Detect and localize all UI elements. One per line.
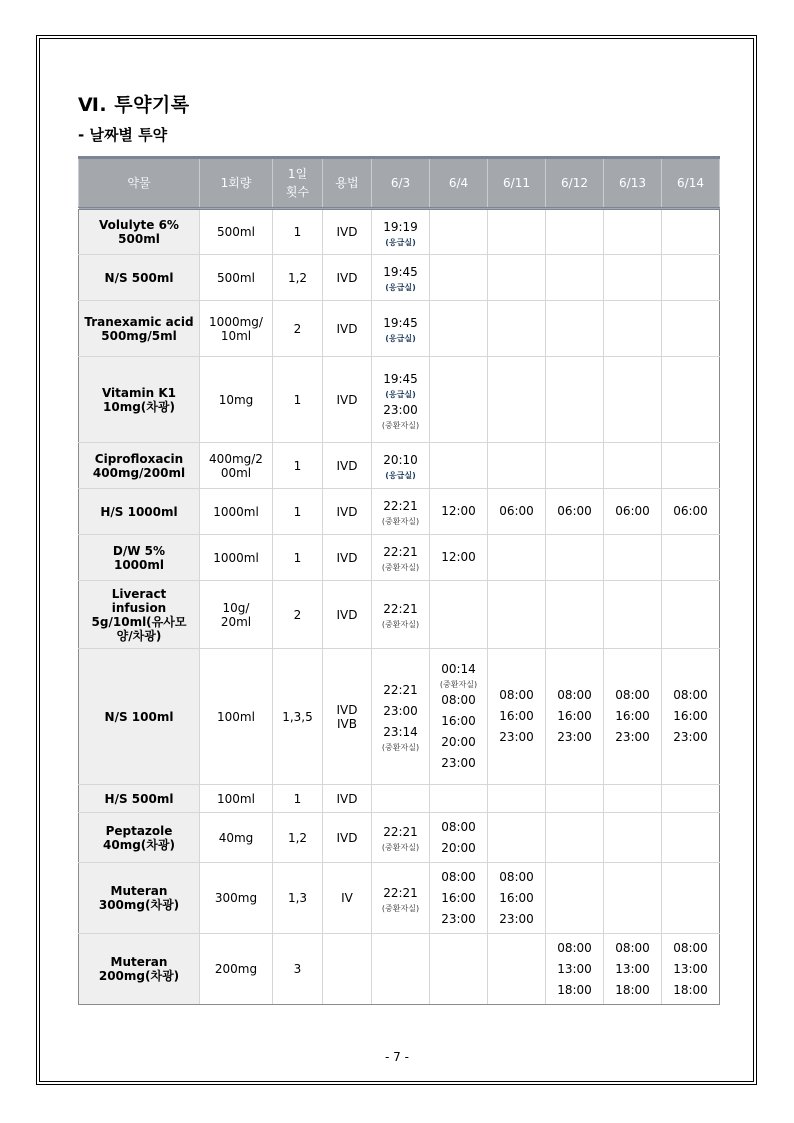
administration-time: 23:14 bbox=[383, 725, 418, 739]
location-note: (중환자실) bbox=[381, 563, 420, 572]
frequency-cell: 2 bbox=[273, 581, 323, 649]
drug-name-cell bbox=[79, 255, 200, 301]
dose-time-cell bbox=[430, 443, 488, 489]
dose-cell-line: 40mg bbox=[218, 830, 254, 845]
dose-time-cell bbox=[488, 785, 546, 813]
route-cell bbox=[323, 443, 372, 489]
table-row bbox=[79, 443, 720, 489]
administration-time: 23:00 bbox=[673, 730, 708, 744]
frequency-cell: 1 bbox=[273, 443, 323, 489]
header-drug: 약물 bbox=[79, 158, 200, 209]
dose-time-cell bbox=[488, 813, 546, 863]
route-cell-line: IVD bbox=[336, 607, 358, 622]
drug-name-cell bbox=[79, 443, 200, 489]
drug-name-cell-line: N/S 500ml bbox=[104, 270, 174, 285]
administration-time: 20:00 bbox=[441, 735, 476, 749]
location-note: (응급실) bbox=[385, 283, 416, 292]
route-cell-line: IVB bbox=[337, 716, 357, 731]
dose-time-cell bbox=[604, 581, 662, 649]
drug-name-cell-line: 500ml bbox=[118, 232, 160, 246]
dose-time-cell bbox=[488, 443, 546, 489]
dose-cell-line: 400mg/2 bbox=[209, 451, 263, 466]
location-note: (응급실) bbox=[385, 471, 416, 480]
table-header-row bbox=[79, 158, 720, 209]
dose-cell-line: 10mg bbox=[218, 392, 254, 407]
administration-time: 08:00 bbox=[499, 869, 534, 884]
dose-time-cell bbox=[372, 863, 430, 934]
dose-time-cell bbox=[430, 357, 488, 443]
dose-time-cell bbox=[546, 813, 604, 863]
dose-time-cell bbox=[372, 301, 430, 357]
route-cell bbox=[323, 813, 372, 863]
dose-time-cell bbox=[662, 934, 720, 1005]
header-frequency bbox=[273, 158, 323, 209]
dose-cell-line: 1000mg/ bbox=[209, 314, 263, 329]
table-row bbox=[79, 255, 720, 301]
dose-time-cell bbox=[662, 649, 720, 785]
dose-time-cell bbox=[662, 489, 720, 535]
administration-time: 23:00 bbox=[383, 402, 418, 417]
administration-time: 23:00 bbox=[499, 730, 534, 744]
route-cell bbox=[323, 649, 372, 785]
dose-time-cell bbox=[372, 443, 430, 489]
dose-time-cell bbox=[546, 357, 604, 443]
drug-name-cell-line: H/S 1000ml bbox=[100, 504, 178, 519]
dose-cell-line: 300mg bbox=[214, 891, 258, 905]
drug-name-cell bbox=[79, 785, 200, 813]
drug-name-cell-line: Muteran bbox=[110, 955, 168, 969]
dose-time-cell bbox=[662, 357, 720, 443]
administration-time: 08:00 bbox=[615, 688, 650, 702]
dose-time-cell bbox=[372, 255, 430, 301]
administration-time: 08:00 bbox=[615, 940, 650, 955]
dose-time-cell bbox=[604, 535, 662, 581]
route-cell bbox=[323, 209, 372, 255]
drug-name-cell-line: infusion bbox=[111, 600, 167, 615]
dose-time-cell bbox=[662, 785, 720, 813]
drug-name-cell bbox=[79, 863, 200, 934]
route-cell bbox=[323, 581, 372, 649]
administration-time: 22:21 bbox=[383, 545, 418, 559]
administration-time: 22:21 bbox=[383, 499, 418, 513]
table-row bbox=[79, 209, 720, 255]
dose-cell bbox=[200, 649, 273, 785]
frequency-cell: 1 bbox=[273, 785, 323, 813]
frequency-cell: 1 bbox=[273, 357, 323, 443]
route-cell-line: IVD bbox=[336, 458, 358, 473]
administration-time: 08:00 bbox=[557, 688, 592, 702]
dose-time-cell bbox=[372, 535, 430, 581]
dose-time-cell bbox=[546, 581, 604, 649]
header-date: 6/3 bbox=[372, 158, 430, 209]
administration-time: 23:00 bbox=[499, 911, 534, 926]
dose-time-cell bbox=[604, 255, 662, 301]
administration-time: 16:00 bbox=[499, 709, 534, 723]
drug-name-cell-line: Ciprofloxacin bbox=[94, 451, 184, 466]
table-row bbox=[79, 581, 720, 649]
route-cell bbox=[323, 489, 372, 535]
dose-cell bbox=[200, 255, 273, 301]
dose-cell bbox=[200, 535, 273, 581]
route-cell bbox=[323, 535, 372, 581]
administration-time: 18:00 bbox=[557, 982, 592, 997]
location-note: (중환자실) bbox=[381, 743, 420, 752]
dose-time-cell bbox=[604, 443, 662, 489]
dose-cell-line: 1000ml bbox=[213, 550, 259, 565]
administration-time: 08:00 bbox=[557, 940, 592, 955]
drug-name-cell-line: 10mg(차광) bbox=[103, 399, 175, 414]
dose-time-cell bbox=[372, 581, 430, 649]
administration-time: 22:21 bbox=[383, 602, 418, 616]
administration-time: 20:10 bbox=[383, 453, 418, 467]
dose-time-cell bbox=[430, 934, 488, 1005]
dose-time-cell bbox=[488, 301, 546, 357]
dose-time-cell bbox=[372, 357, 430, 443]
administration-time: 16:00 bbox=[441, 890, 476, 905]
drug-name-cell-line: 40mg(차광) bbox=[103, 837, 175, 852]
dose-time-cell bbox=[546, 255, 604, 301]
dose-cell bbox=[200, 785, 273, 813]
administration-time: 19:45 bbox=[383, 265, 418, 279]
dose-time-cell bbox=[430, 581, 488, 649]
header-date: 6/14 bbox=[662, 158, 720, 209]
dose-time-cell bbox=[662, 535, 720, 581]
dose-time-cell bbox=[604, 813, 662, 863]
drug-name-cell-line: N/S 100ml bbox=[104, 709, 174, 724]
dose-cell bbox=[200, 209, 273, 255]
dose-time-cell bbox=[546, 785, 604, 813]
table-row bbox=[79, 813, 720, 863]
administration-time: 19:45 bbox=[383, 371, 418, 386]
administration-time: 16:00 bbox=[557, 709, 592, 723]
location-note: (중환자실) bbox=[439, 680, 478, 689]
dose-time-cell bbox=[430, 489, 488, 535]
section-title: Ⅵ. 투약기록 bbox=[78, 94, 190, 116]
administration-time: 22:21 bbox=[383, 683, 418, 697]
administration-time: 13:00 bbox=[615, 961, 650, 976]
administration-time: 08:00 bbox=[441, 869, 476, 884]
administration-time: 16:00 bbox=[673, 709, 708, 723]
dose-time-cell bbox=[430, 649, 488, 785]
dose-time-cell bbox=[488, 863, 546, 934]
table-row bbox=[79, 301, 720, 357]
dose-time-cell bbox=[488, 649, 546, 785]
drug-name-cell bbox=[79, 357, 200, 443]
dose-cell bbox=[200, 489, 273, 535]
drug-name-cell-line: 200mg(차광) bbox=[98, 969, 180, 983]
administration-time: 08:00 bbox=[673, 940, 708, 955]
route-cell-line: IVD bbox=[336, 791, 358, 806]
drug-name-cell bbox=[79, 581, 200, 649]
page-number: - 7 - bbox=[385, 1050, 409, 1064]
dose-cell-line: 100ml bbox=[217, 709, 255, 724]
dose-time-cell bbox=[488, 934, 546, 1005]
drug-name-cell-line: 5g/10ml(유사모 bbox=[91, 614, 187, 629]
dose-time-cell bbox=[604, 934, 662, 1005]
location-note: (중환자실) bbox=[381, 843, 420, 852]
dose-cell bbox=[200, 863, 273, 934]
dose-cell-line: 100ml bbox=[217, 791, 255, 806]
frequency-cell: 1,2 bbox=[273, 255, 323, 301]
dose-time-cell bbox=[662, 863, 720, 934]
drug-name-cell bbox=[79, 301, 200, 357]
header-date: 6/11 bbox=[488, 158, 546, 209]
frequency-cell: 1 bbox=[273, 489, 323, 535]
route-cell bbox=[323, 301, 372, 357]
administration-time: 13:00 bbox=[557, 961, 592, 976]
administration-time: 18:00 bbox=[673, 982, 708, 997]
route-cell-line: IV bbox=[341, 891, 353, 905]
drug-name-cell-line: Peptazole bbox=[105, 823, 173, 838]
header-date: 6/12 bbox=[546, 158, 604, 209]
administration-time: 06:00 bbox=[673, 504, 708, 518]
drug-name-cell-line: Volulyte 6% bbox=[99, 218, 179, 232]
administration-time: 08:00 bbox=[441, 819, 476, 834]
frequency-cell: 2 bbox=[273, 301, 323, 357]
dose-cell bbox=[200, 581, 273, 649]
dose-cell-line: 1000ml bbox=[213, 504, 259, 519]
administration-time: 08:00 bbox=[673, 688, 708, 702]
header-date: 6/13 bbox=[604, 158, 662, 209]
drug-name-cell-line: 500mg/5ml bbox=[101, 328, 177, 343]
drug-name-cell-line: 300mg(차광) bbox=[98, 898, 180, 912]
table-row bbox=[79, 535, 720, 581]
header-dose: 1회량 bbox=[200, 158, 273, 209]
dose-time-cell bbox=[662, 581, 720, 649]
dose-time-cell bbox=[662, 209, 720, 255]
drug-name-cell-line: 양/차광) bbox=[116, 628, 162, 643]
frequency-cell: 1 bbox=[273, 209, 323, 255]
route-cell-line: IVD bbox=[336, 270, 358, 285]
dose-time-cell bbox=[662, 255, 720, 301]
dose-cell bbox=[200, 301, 273, 357]
route-cell bbox=[323, 785, 372, 813]
route-cell bbox=[323, 357, 372, 443]
dose-time-cell bbox=[604, 357, 662, 443]
dose-time-cell bbox=[430, 255, 488, 301]
location-note: (중환자실) bbox=[381, 420, 420, 430]
dose-time-cell bbox=[372, 934, 430, 1005]
dose-time-cell bbox=[546, 301, 604, 357]
dose-time-cell bbox=[488, 581, 546, 649]
administration-time: 20:00 bbox=[441, 840, 476, 855]
administration-time: 08:00 bbox=[499, 688, 534, 702]
dose-time-cell bbox=[604, 785, 662, 813]
dose-cell-line: 500ml bbox=[217, 225, 255, 239]
table-row bbox=[79, 489, 720, 535]
dose-cell bbox=[200, 443, 273, 489]
dose-time-cell bbox=[604, 863, 662, 934]
header-route: 용법 bbox=[323, 158, 372, 209]
administration-time: 23:00 bbox=[441, 911, 476, 926]
route-cell-line: IVD bbox=[336, 321, 358, 336]
dose-cell-line: 00ml bbox=[220, 465, 252, 480]
dose-time-cell bbox=[604, 489, 662, 535]
dose-time-cell bbox=[488, 357, 546, 443]
administration-time: 23:00 bbox=[557, 730, 592, 744]
dose-cell-line: 20ml bbox=[220, 614, 252, 629]
table-row bbox=[79, 357, 720, 443]
dose-time-cell bbox=[546, 649, 604, 785]
administration-time: 18:00 bbox=[615, 982, 650, 997]
location-note: (응급실) bbox=[385, 237, 416, 247]
dose-cell bbox=[200, 813, 273, 863]
route-cell-line: IVD bbox=[336, 830, 358, 845]
header-date: 6/4 bbox=[430, 158, 488, 209]
drug-name-cell-line: D/W 5% bbox=[112, 543, 166, 558]
dose-time-cell bbox=[546, 535, 604, 581]
dose-cell bbox=[200, 934, 273, 1005]
dose-time-cell bbox=[604, 209, 662, 255]
table-row bbox=[79, 863, 720, 934]
dose-time-cell bbox=[662, 813, 720, 863]
drug-name-cell bbox=[79, 209, 200, 255]
drug-name-cell-line: Vitamin K1 bbox=[101, 385, 176, 400]
dose-time-cell bbox=[372, 785, 430, 813]
location-note: (중환자실) bbox=[381, 517, 420, 526]
dose-time-cell bbox=[430, 785, 488, 813]
administration-time: 23:00 bbox=[383, 704, 418, 718]
drug-name-cell bbox=[79, 489, 200, 535]
dose-time-cell bbox=[546, 863, 604, 934]
dose-time-cell bbox=[546, 489, 604, 535]
route-cell-line: IVD bbox=[336, 550, 358, 565]
dose-time-cell bbox=[546, 443, 604, 489]
drug-name-cell-line: Muteran bbox=[110, 884, 168, 898]
location-note: (응급실) bbox=[385, 334, 416, 343]
administration-time: 16:00 bbox=[441, 714, 476, 728]
dose-cell-line: 10ml bbox=[220, 328, 252, 343]
location-note: (중환자실) bbox=[381, 903, 420, 913]
administration-time: 23:00 bbox=[441, 756, 476, 770]
route-cell-line: IVD bbox=[336, 392, 358, 407]
drug-name-cell-line: 400mg/200ml bbox=[92, 465, 186, 480]
administration-time: 06:00 bbox=[499, 504, 534, 518]
dose-cell bbox=[200, 357, 273, 443]
header-frequency-line2: 횟수 bbox=[285, 185, 310, 199]
dose-cell-line: 200mg bbox=[214, 962, 258, 976]
frequency-cell: 1 bbox=[273, 535, 323, 581]
administration-time: 06:00 bbox=[557, 504, 592, 518]
dose-time-cell bbox=[430, 863, 488, 934]
dose-time-cell bbox=[372, 649, 430, 785]
dose-time-cell bbox=[430, 813, 488, 863]
location-note: (중환자실) bbox=[381, 620, 420, 629]
dose-time-cell bbox=[662, 443, 720, 489]
route-cell bbox=[323, 934, 372, 1005]
dose-time-cell bbox=[488, 535, 546, 581]
route-cell-line: IVD bbox=[336, 504, 358, 519]
dose-time-cell bbox=[372, 813, 430, 863]
dose-time-cell bbox=[372, 209, 430, 255]
administration-time: 13:00 bbox=[673, 961, 708, 976]
table-row bbox=[79, 649, 720, 785]
dose-cell-line: 10g/ bbox=[222, 600, 250, 615]
dose-time-cell bbox=[662, 301, 720, 357]
dose-time-cell bbox=[488, 209, 546, 255]
dose-time-cell bbox=[430, 535, 488, 581]
drug-name-cell bbox=[79, 649, 200, 785]
dose-time-cell bbox=[488, 489, 546, 535]
administration-time: 16:00 bbox=[615, 709, 650, 723]
administration-time: 12:00 bbox=[441, 550, 476, 564]
route-cell-line: IVD bbox=[336, 225, 358, 239]
dose-time-cell bbox=[430, 209, 488, 255]
route-cell bbox=[323, 863, 372, 934]
frequency-cell: 1,2 bbox=[273, 813, 323, 863]
drug-name-cell-line: H/S 500ml bbox=[104, 791, 174, 806]
administration-time: 22:21 bbox=[383, 825, 418, 839]
dose-time-cell bbox=[604, 301, 662, 357]
section-subtitle: - 날짜별 투약 bbox=[78, 126, 168, 144]
drug-name-cell-line: Tranexamic acid bbox=[84, 314, 194, 329]
administration-time: 22:21 bbox=[383, 885, 418, 900]
administration-time: 16:00 bbox=[499, 890, 534, 905]
dose-cell-line: 500ml bbox=[217, 270, 255, 285]
frequency-cell: 3 bbox=[273, 934, 323, 1005]
administration-time: 00:14 bbox=[441, 662, 476, 676]
route-cell bbox=[323, 255, 372, 301]
frequency-cell: 1,3 bbox=[273, 863, 323, 934]
drug-name-cell-line: Liveract bbox=[111, 586, 167, 601]
route-cell-line: IVD bbox=[336, 702, 358, 717]
administration-time: 19:45 bbox=[383, 316, 418, 330]
header-frequency-line1: 1일 bbox=[287, 167, 308, 181]
dose-time-cell bbox=[372, 489, 430, 535]
dose-time-cell bbox=[430, 301, 488, 357]
administration-time: 19:19 bbox=[383, 219, 418, 234]
administration-time: 08:00 bbox=[441, 693, 476, 707]
administration-time: 23:00 bbox=[615, 730, 650, 744]
drug-name-cell bbox=[79, 535, 200, 581]
medication-record-table bbox=[78, 156, 720, 1005]
administration-time: 06:00 bbox=[615, 504, 650, 518]
location-note: (응급실) bbox=[385, 389, 416, 399]
dose-time-cell bbox=[488, 255, 546, 301]
table-row bbox=[79, 785, 720, 813]
drug-name-cell bbox=[79, 813, 200, 863]
drug-name-cell-line: 1000ml bbox=[113, 557, 164, 572]
frequency-cell: 1,3,5 bbox=[273, 649, 323, 785]
drug-name-cell bbox=[79, 934, 200, 1005]
administration-time: 12:00 bbox=[441, 504, 476, 518]
dose-time-cell bbox=[546, 209, 604, 255]
table-row bbox=[79, 934, 720, 1005]
dose-time-cell bbox=[546, 934, 604, 1005]
dose-time-cell bbox=[604, 649, 662, 785]
